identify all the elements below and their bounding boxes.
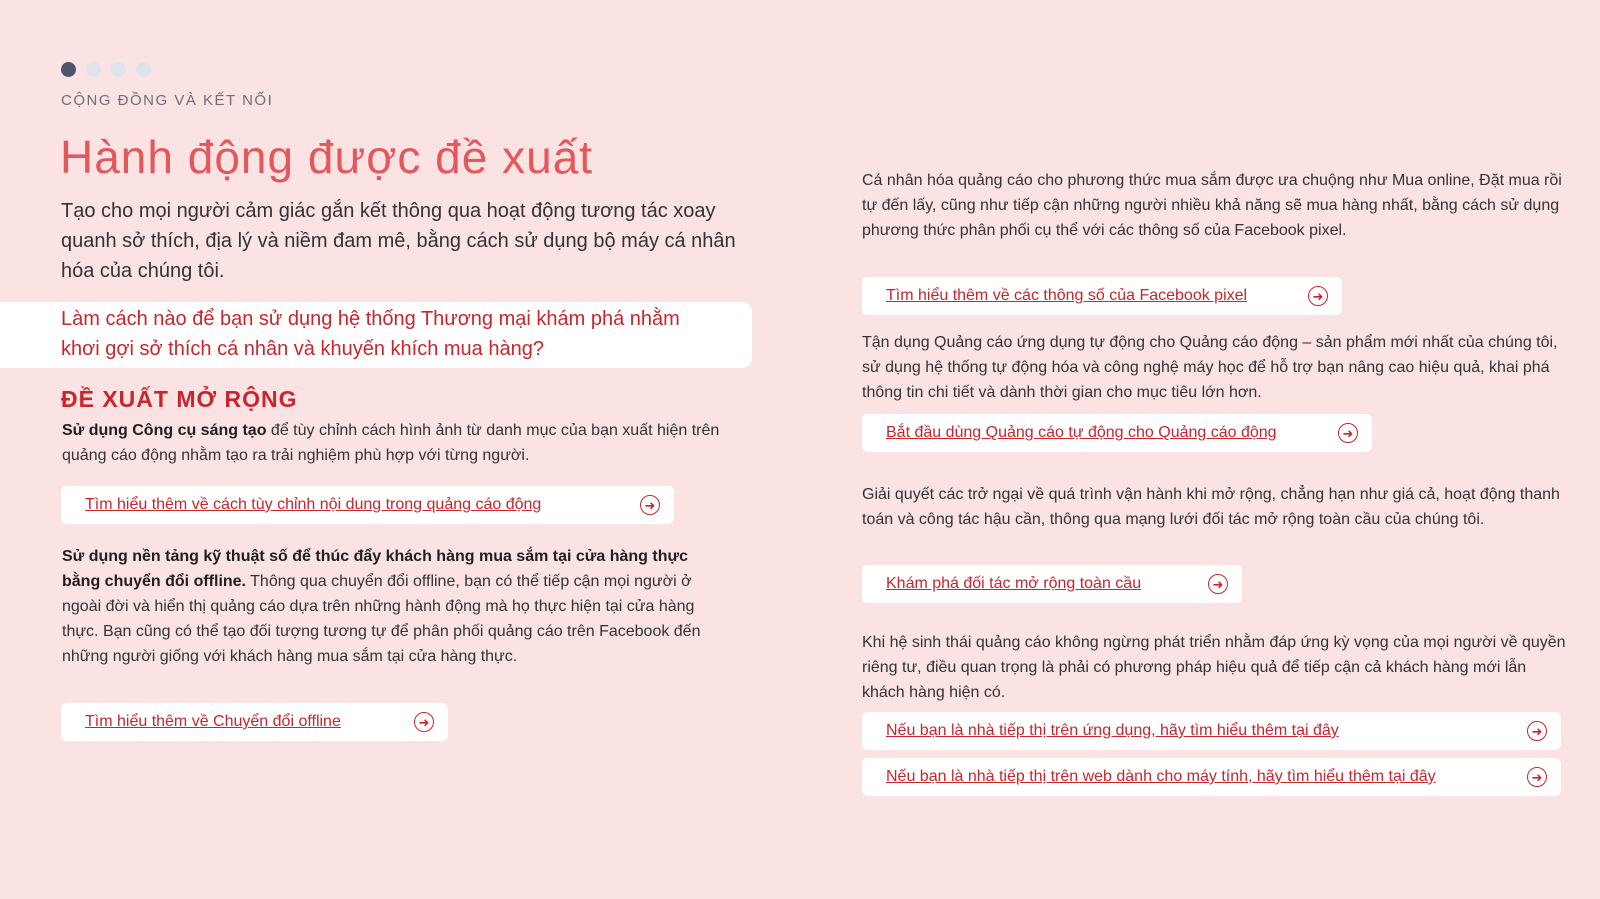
left-block2-bold: Sử dụng nền tảng kỹ thuật số để thúc đẩy khách hàng mua sắm tại cửa hàng thực bằng chuyển đổi offline.	[62, 548, 688, 590]
arrow-right-circle-icon: ➜	[1527, 767, 1547, 787]
link-global-expansion-partners[interactable]	[862, 565, 1242, 603]
link-web-marketers-label[interactable]: Nếu bạn là nhà tiếp thị trên web dành cho máy tính, hãy tìm hiểu thêm tại đây	[886, 768, 1436, 785]
link-advantage-plus-dynamic-ads-label[interactable]: Bắt đầu dùng Quảng cáo tự động cho Quảng cáo động	[886, 424, 1277, 441]
pagination-dots	[61, 62, 151, 77]
link-customize-dynamic-ads-label[interactable]: Tìm hiểu thêm về cách tùy chỉnh nội dung trong quảng cáo động	[85, 496, 542, 513]
left-block1-body: để tùy chỉnh cách hình ảnh từ danh mục của bạn xuất hiện trên quảng cáo động nhằm tạo ra trải nghiệm phù hợp với từng người.	[62, 422, 720, 464]
link-global-expansion-partners-label[interactable]: Khám phá đối tác mở rộng toàn cầu	[886, 575, 1142, 592]
link-web-marketers[interactable]	[862, 758, 1561, 796]
arrow-right-circle-icon: ➜	[1527, 721, 1547, 741]
left-block2-text	[62, 544, 702, 669]
right-block3-text: Giải quyết các trở ngại về quá trình vận hành khi mở rộng, chẳng hạn như giá cả, hoạt động thanh toán và công tác hậu cần, thông qua mạng lưới đối tác mở rộng toàn cầu của chúng tôi.	[862, 486, 1560, 528]
arrow-right-circle-icon: ➜	[414, 712, 434, 732]
pagination-dot-1[interactable]	[61, 62, 76, 77]
arrow-right-circle-icon: ➜	[640, 495, 660, 515]
link-facebook-pixel-parameters-label[interactable]: Tìm hiểu thêm về các thông số của Facebook pixel	[886, 287, 1248, 304]
link-advantage-plus-dynamic-ads[interactable]	[862, 414, 1372, 452]
left-block1-bold: Sử dụng Công cụ sáng tạo	[62, 422, 267, 439]
link-customize-dynamic-ads[interactable]	[61, 486, 674, 524]
arrow-right-circle-icon: ➜	[1208, 574, 1228, 594]
pagination-dot-2[interactable]	[86, 62, 101, 77]
right-block2-text: Tận dụng Quảng cáo ứng dụng tự động cho Quảng cáo động – sản phẩm mới nhất của chúng tôi, sử dụng hệ thống tự động hóa và công nghệ máy học để hỗ trợ bạn nâng cao hiệu quả, khai phá thông tin chi tiết và dành thời gian cho mục tiêu lớn hơn.	[862, 334, 1558, 401]
right-block1-text: Cá nhân hóa quảng cáo cho phương thức mua sắm được ưa chuộng như Mua online, Đặt mua rồi tự đến lấy, cũng như tiếp cận những người nhiều khả năng sẽ mua hàng nhất, bằng cách sử dụng phương thức phân phối cụ thể với các thông số của Facebook pixel.	[862, 172, 1562, 239]
link-app-marketers[interactable]	[862, 712, 1561, 750]
section-label: CỘNG ĐỒNG VÀ KẾT NỐI	[61, 92, 274, 109]
arrow-right-circle-icon: ➜	[1308, 286, 1328, 306]
left-block2-body: Thông qua chuyển đổi offline, bạn có thể tiếp cận mọi người ở ngoài đời và hiển thị quảng cáo dựa trên những hành động mà họ thực hiện tại cửa hàng thực. Bạn cũng có thể tạo đối tượng tương tự để phân phối quảng cáo trên Facebook đến những người giống với khách hàng mua sắm tại cửa hàng thực.	[62, 573, 701, 665]
page-title: Hành động được đề xuất	[60, 131, 594, 183]
link-facebook-pixel-parameters[interactable]	[862, 277, 1342, 315]
arrow-right-circle-icon: ➜	[1338, 423, 1358, 443]
pagination-dot-4[interactable]	[136, 62, 151, 77]
pagination-dot-3[interactable]	[111, 62, 126, 77]
link-app-marketers-label[interactable]: Nếu bạn là nhà tiếp thị trên ứng dụng, hãy tìm hiểu thêm tại đây	[886, 722, 1339, 739]
right-block4-text: Khi hệ sinh thái quảng cáo không ngừng phát triển nhằm đáp ứng kỳ vọng của mọi người về quyền riêng tư, điều quan trọng là phải có phương pháp hiệu quả để tiếp cận cả khách hàng mới lẫn khách hàng hiện có.	[862, 634, 1566, 701]
subheading: ĐỀ XUẤT MỞ RỘNG	[61, 386, 298, 412]
link-offline-conversions[interactable]	[61, 703, 448, 741]
left-block1-text	[62, 418, 722, 468]
question-text: Làm cách nào để bạn sử dụng hệ thống Thương mại khám phá nhằm khơi gợi sở thích cá nhân và khuyến khích mua hàng?	[61, 308, 680, 360]
intro-text: Tạo cho mọi người cảm giác gắn kết thông qua hoạt động tương tác xoay quanh sở thích, địa lý và niềm đam mê, bằng cách sử dụng bộ máy cá nhân hóa của chúng tôi.	[61, 200, 736, 282]
link-offline-conversions-label[interactable]: Tìm hiểu thêm về Chuyển đổi offline	[85, 713, 341, 730]
